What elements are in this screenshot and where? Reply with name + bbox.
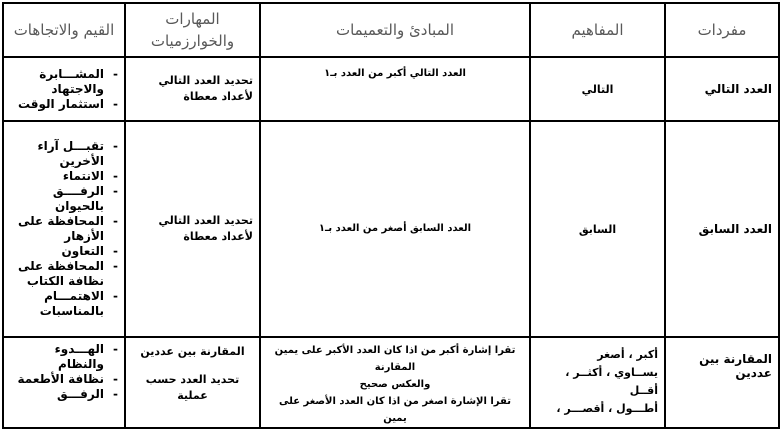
cell-mufradat: المقارنة بين عددين bbox=[665, 337, 779, 428]
values-list bbox=[10, 139, 118, 319]
header-concepts: المفاهيم bbox=[530, 3, 665, 57]
cell-mufradat: العدد التالي bbox=[665, 57, 779, 121]
header-principles: المبادئ والتعميمات bbox=[260, 3, 530, 57]
cell-concept bbox=[530, 337, 665, 428]
concept-line: يســاوي ، أكثــر ، أقــل bbox=[565, 366, 658, 397]
list-item: - الانتماء bbox=[10, 169, 118, 184]
skill-line: المقارنة بين عددين bbox=[140, 345, 245, 358]
list-item: - الاهتمـــام بالمناسبات bbox=[10, 289, 118, 319]
cell-mufradat: العدد السابق bbox=[665, 121, 779, 337]
skill-line: تحديد العدد حسب عملية bbox=[145, 373, 240, 402]
list-item: - الرفـــق bbox=[10, 387, 118, 402]
table-row bbox=[3, 121, 779, 337]
list-item: - التعاون bbox=[10, 244, 118, 259]
cell-values bbox=[3, 337, 125, 428]
curriculum-analysis-table bbox=[2, 2, 780, 429]
spacer bbox=[132, 360, 253, 372]
list-item: - المحافظة على الأزهار bbox=[10, 214, 118, 244]
cell-concept: السابق bbox=[530, 121, 665, 337]
cell-principle: العدد التالي أكبر من العدد بـ١ bbox=[260, 57, 530, 121]
table-row bbox=[3, 337, 779, 428]
cell-principle: العدد السابق أصغر من العدد بـ١ bbox=[260, 121, 530, 337]
concept-line: أكبر ، أصغر bbox=[597, 348, 658, 361]
header-mufradat: مفردات bbox=[665, 3, 779, 57]
list-item: - المشـــابرة والاجتهاد bbox=[10, 67, 118, 97]
list-item: - نظافة الأطعمة bbox=[10, 372, 118, 387]
cell-principle bbox=[260, 337, 530, 428]
header-values: القيم والاتجاهات bbox=[3, 3, 125, 57]
list-item: - المحافظة على نظافة الكتاب bbox=[10, 259, 118, 289]
list-item: - الهـــدوء والنظام bbox=[10, 342, 118, 372]
values-list bbox=[10, 342, 118, 402]
cell-skill bbox=[125, 337, 260, 428]
cell-values bbox=[3, 121, 125, 337]
concept-line: أطـــول ، أقصـــر ، bbox=[556, 402, 658, 415]
principle-line: تقرا الإشارة اصغر من اذا كان العدد الأصغر على يمين bbox=[279, 396, 511, 424]
principle-line: تقرا إشارة أكبر من اذا كان العدد الأكبر على يمين المقارنة bbox=[274, 345, 516, 373]
cell-skill: تحديد العدد التالي لأعداد معطاة bbox=[125, 57, 260, 121]
header-skills: المهارات والخوارزميات bbox=[125, 3, 260, 57]
table-row bbox=[3, 57, 779, 121]
list-item: - تقبـــل آراء الأخرين bbox=[10, 139, 118, 169]
table-header-row bbox=[3, 3, 779, 57]
list-item: - الرفــــق بالحيوان bbox=[10, 184, 118, 214]
cell-skill: تحديد العدد التالي لأعداد معطاة bbox=[125, 121, 260, 337]
values-list bbox=[10, 67, 118, 112]
principle-line: والعكس صحيح bbox=[359, 379, 431, 390]
list-item: - استثمار الوقت bbox=[10, 97, 118, 112]
cell-concept: التالي bbox=[530, 57, 665, 121]
cell-values bbox=[3, 57, 125, 121]
